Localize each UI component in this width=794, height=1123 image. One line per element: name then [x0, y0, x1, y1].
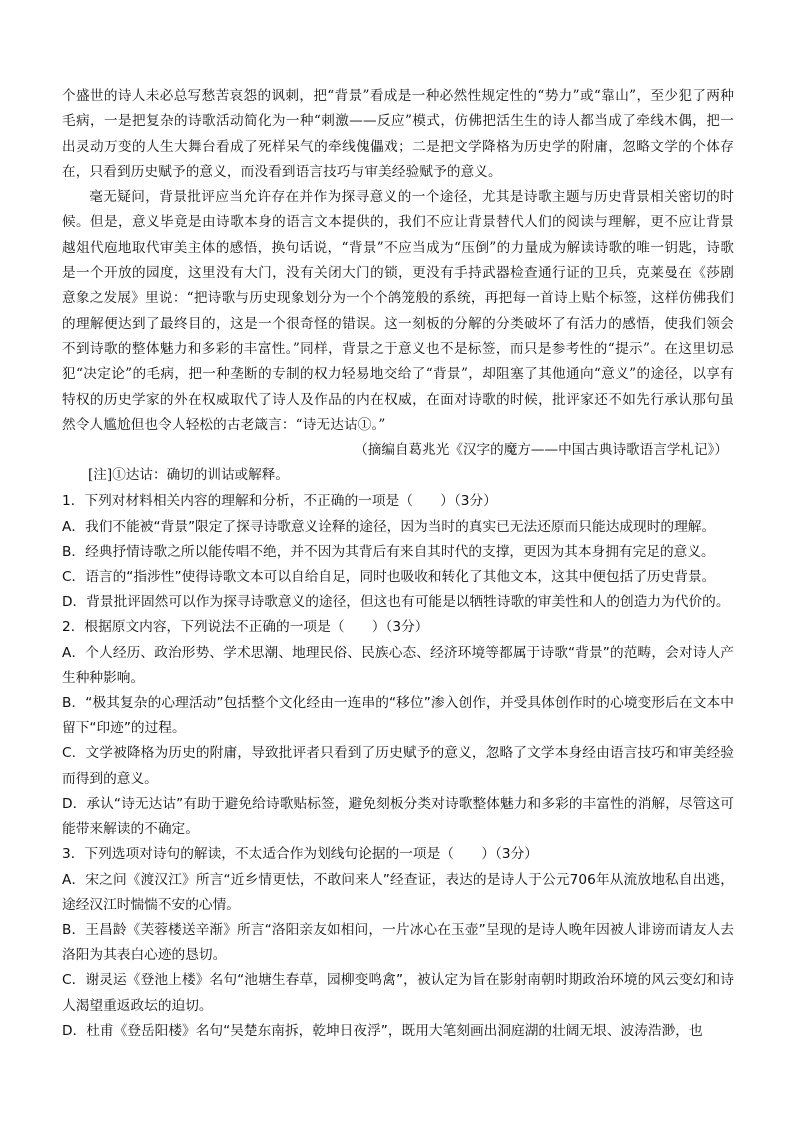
passage-source: （摘编自葛兆光《汉字的魔方——中国古典诗歌语言学札记》）	[354, 442, 728, 459]
question-stem: 1．下列对材料相关内容的理解和分析，不正确的一项是（ ）（3分）	[62, 493, 497, 510]
question-option: D．背景批评固然可以作为探寻诗歌意义的途径，但这也有可能是以牺牲诗歌的审美性和人的创造力为代价的。	[62, 594, 730, 611]
question-option: D．杜甫《登岳阳楼》名句“吴楚东南拆，乾坤日夜浮”，既用大笔刻画出洞庭湖的壮阔无垠、波涛浩渺，也	[62, 1022, 703, 1039]
question-stem: 3．下列选项对诗句的解读，不太适合作为划线句论据的一项是（ ）（3分）	[62, 846, 538, 863]
question-option: A．个人经历、政治形势、学术思潮、地理民俗、民族心态、经济环境等都属于诗歌“背景”的范畴，会对诗人产生种种影响。	[62, 644, 734, 686]
question-option: C．谢灵运《登池上楼》名句“池塘生春草，园柳变鸣禽”，被认定为旨在影射南朝时期政治环境的风云变幻和诗人渴望重返政坛的迫切。	[62, 972, 734, 1014]
question-stem: 2．根据原文内容，下列说法不正确的一项是（ ）（3分）	[62, 619, 429, 636]
question-option: C．文学被降格为历史的附庸，导致批评者只看到了历史赋予的意义，忽略了文学本身经由语言技巧和审美经验而得到的意义。	[62, 745, 734, 787]
passage-paragraph-2: 毫无疑问，背景批评应当允许存在并作为探寻意义的一个途径，尤其是诗歌主题与历史背景相关密切的时候。但是，意义毕竟是由诗歌本身的语言文本提供的，我们不应让背景替代人们的阅读与理解，更不应让背景越俎代庖地取代审美主体的感悟，换句话说，“背景”不应当成为“压倒”的力量成为解读诗歌的唯一钥匙，诗歌是一个开放的园度，这里没有大门，没有关闭大门的锁，更没有手持武器检查通行证的卫兵，克莱曼在《莎剧意象之发展》里说：“把诗歌与历史现象划分为一个个鸽笼般的系统，再把每一首诗上贴个标签，这样仿佛我们的理解便达到了最终目的，这是一个很奇怪的错误。这一刻板的分解的分类破坏了有活力的感悟，使我们领会不到诗歌的整体魅力和多彩的丰富性。”同样，背景之于意义也不是标签，而只是参考性的“提示”。在这里切忌犯“决定论”的毛病，把一种垄断的专制的权力轻易地交给了“背景”，却阻塞了其他通向“意义”的途径，以享有特权的历史学家的外在权威取代了诗人及作品的内在权威，在面对诗歌的时候，批评家还不如先行承认那句虽然令人尴尬但也令人轻松的古老箴言：“诗无达诂①。”	[62, 189, 734, 433]
question-option: D．承认“诗无达诂”有助于避免给诗歌贴标签，避免刻板分类对诗歌整体魅力和多彩的丰富性的消解，尽管这可能带来解读的不确定。	[62, 795, 734, 838]
question-option: A．宋之问《渡汉江》所言“近乡情更怯，不敢问来人”经查证，表达的是诗人于公元706年从流放地私自出逃，途经汉江时惴惴不安的心情。	[62, 871, 734, 913]
question-option: A．我们不能被“背景”限定了探寻诗歌意义诠释的途径，因为当时的真实已无法还原而只能达成现时的理解。	[62, 518, 716, 535]
question-2	[62, 615, 734, 842]
question-option: B．“极其复杂的心理活动”包括整个文化经由一连串的“移位”渗入创作，并受具体创作时的心境变形后在文本中留下“印迹”的过程。	[62, 695, 734, 737]
question-option: C．语言的“指涉性”使得诗歌文本可以自给自足，同时也吸收和转化了其他文本，这其中便包括了历史背景。	[62, 569, 716, 586]
question-list	[62, 489, 734, 1043]
question-option: B．经典抒情诗歌之所以能传唱不绝，并不因为其背后有来自其时代的支撑，更因为其本身拥有完足的意义。	[62, 543, 715, 560]
passage-footnote: [注]①达诂：确切的训诂或解释。	[88, 467, 289, 484]
question-1	[62, 489, 734, 615]
passage-paragraph-1: 个盛世的诗人未必总写愁苦哀怨的讽刺，把“背景”看成是一种必然性规定性的“势力”或“靠山”，至少犯了两种毛病，一是把复杂的诗歌活动简化为一种“刺激——反应”模式，仿佛把活生生的诗人都当成了牵线木偶，把一出灵动万变的人生大舞台看成了死样呆气的牵线傀儡戏；二是把文学降格为历史学的附庸，忽略文学的个体存在，只看到历史赋予的意义，而没看到语言技巧与审美经验赋予的意义。	[62, 88, 734, 180]
question-option: B．王昌龄《芙蓉楼送辛渐》所言“洛阳亲友如相问，一片冰心在玉壶”呈现的是诗人晚年因被人诽谤而请友人去洛阳为其表白心迹的恳切。	[62, 921, 734, 964]
question-3	[62, 842, 734, 1044]
reading-passage	[62, 84, 734, 438]
